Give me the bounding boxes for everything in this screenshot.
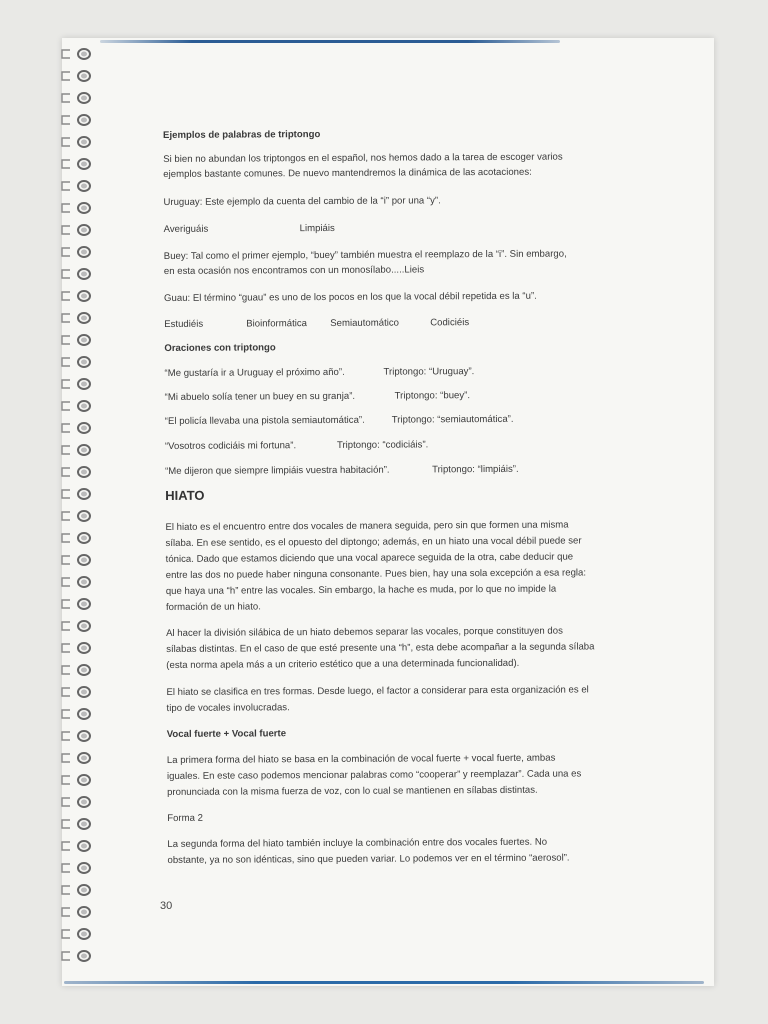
spiral-ring: [62, 379, 90, 389]
forma2-p-line-2: obstante, ya no son idénticas, sino que pueden variar. Lo podemos ver en el término “aerosol”.: [167, 852, 570, 866]
vf-p-line-3: pronunciada con la misma fuerza de voz, con lo cual se mantienen en sílabas distintas.: [167, 784, 538, 798]
spiral-ring: [62, 797, 90, 807]
buey-example-line-1: Buey: Tal como el primer ejemplo, “buey” también muestra el reemplazo de la “i”. Sin embargo,: [163, 248, 567, 262]
spiral-ring: [62, 819, 90, 829]
hiato-p1-line-6: formación de un hiato.: [165, 601, 261, 613]
forma-2-heading: Forma 2: [167, 812, 203, 824]
page-number: 30: [160, 900, 173, 912]
spiral-ring: [62, 555, 90, 565]
intro-line-1: Si bien no abundan los triptongos en el español, nos hemos dado a la tarea de escoger varios: [163, 151, 563, 165]
word-semiautomatico: Semiautomático: [330, 317, 400, 329]
sentence-1: “Me gustaría ir a Uruguay el próximo año”.: [164, 366, 345, 379]
spiral-ring: [62, 291, 90, 301]
spiral-ring: [62, 577, 90, 587]
spiral-ring: [62, 115, 90, 125]
hiato-p1-line-3: tónica. Dado que estamos diciendo que una vocal aparece seguida de la otra, cabe deducir que: [165, 551, 574, 565]
sentence-1-label: Triptongo: “Uruguay”.: [383, 366, 475, 378]
spiral-binding: [56, 42, 96, 982]
sentence-4-label: Triptongo: “codiciáis”.: [336, 439, 429, 451]
spiral-ring: [62, 269, 90, 279]
spiral-ring: [62, 599, 90, 609]
spiral-ring: [62, 445, 90, 455]
sentence-4: “Vosotros codiciáis mi fortuna”.: [164, 440, 297, 452]
spiral-ring: [62, 687, 90, 697]
spiral-ring: [62, 159, 90, 169]
hiato-p1-line-2: sílaba. En ese sentido, es el opuesto del diptongo; además, en un hiato una vocal débil puede ser: [165, 535, 582, 549]
spiral-ring: [62, 511, 90, 521]
hiato-p2-line-3: (esta norma apela más a un criterio estético que a una determinada funcionalidad).: [166, 657, 520, 671]
spiral-ring: [62, 71, 90, 81]
hiato-p3-line-2: tipo de vocales involucradas.: [166, 702, 290, 714]
hiato-p1-line-1: El hiato es el encuentro entre dos vocales de manera seguida, pero sin que formen una misma: [165, 519, 569, 533]
vocal-fuerte-heading: Vocal fuerte + Vocal fuerte: [166, 728, 287, 740]
triptongo-examples-heading: Ejemplos de palabras de triptongo: [163, 129, 321, 141]
vf-p-line-1: La primera forma del hiato se basa en la combinación de vocal fuerte + vocal fuerte, ambas: [166, 752, 556, 766]
spiral-ring: [62, 335, 90, 345]
spiral-ring: [62, 203, 90, 213]
sentence-3: “El policía llevaba una pistola semiautomática”.: [164, 414, 365, 427]
sentence-5: “Me dijeron que siempre limpiáis vuestra habitación”.: [165, 464, 390, 477]
hiato-p1-line-5: que haya una “h” entre las vocales. Sin embargo, la hache es muda, por lo que no impide la: [165, 583, 557, 597]
spiral-ring: [62, 181, 90, 191]
spiral-ring: [62, 907, 90, 917]
spiral-ring: [62, 247, 90, 257]
guau-example: Guau: El término “guau” es uno de los pocos en los que la vocal débil repetida es la “u”.: [164, 290, 537, 304]
spiral-ring: [62, 885, 90, 895]
spiral-ring: [62, 665, 90, 675]
hiato-p2-line-1: Al hacer la división silábica de un hiato debemos separar las vocales, porque constituyen dos: [166, 625, 563, 639]
forma2-p-line-1: La segunda forma del hiato también incluye la combinación entre dos vocales fuertes. No: [167, 836, 548, 850]
spiral-ring: [62, 93, 90, 103]
spiral-ring: [62, 951, 90, 961]
spiral-ring: [62, 225, 90, 235]
sentence-2-label: Triptongo: “buey”.: [394, 390, 471, 402]
hiato-p1-line-4: entre las dos no puede haber ninguna consonante. Pues bien, hay una sola excepción a esa regla:: [165, 567, 587, 581]
word-codicieis: Codiciéis: [430, 317, 470, 329]
word-averiguais: Averiguáis: [163, 223, 209, 235]
sentence-2: “Mi abuelo solía tener un buey en su granja”.: [164, 390, 356, 403]
hiato-p2-line-2: sílabas distintas. En el caso de que esté presente una “h”, esta debe acompañar a la segunda sílaba: [166, 641, 595, 655]
hiato-p3-line-1: El hiato se clasifica en tres formas. Desde luego, el factor a considerar para esta organización es el: [166, 684, 589, 698]
sentence-5-label: Triptongo: “limpiáis”.: [432, 463, 519, 476]
vf-p-line-2: iguales. En este caso podemos mencionar palabras como “cooperar” y reemplazar”. Cada una es: [166, 768, 582, 782]
word-limpiais: Limpiáis: [299, 222, 335, 235]
spiral-ring: [62, 423, 90, 433]
spiral-ring: [62, 775, 90, 785]
top-blue-rule: [100, 40, 560, 43]
bottom-blue-rule: [64, 981, 704, 984]
spiral-ring: [62, 401, 90, 411]
spiral-ring: [62, 621, 90, 631]
spiral-ring: [62, 841, 90, 851]
spiral-ring: [62, 489, 90, 499]
spiral-ring: [62, 731, 90, 741]
spiral-ring: [62, 313, 90, 323]
spiral-ring: [62, 49, 90, 59]
word-bioinformatica: Bioinformática: [246, 318, 308, 330]
spiral-ring: [62, 357, 90, 367]
uruguay-example: Uruguay: Este ejemplo da cuenta del cambio de la “i” por una “y”.: [163, 195, 441, 208]
spiral-ring: [62, 929, 90, 939]
oraciones-heading: Oraciones con triptongo: [164, 342, 276, 354]
buey-example-line-2: en esta ocasión nos encontramos con un monosílabo.....Lieis: [163, 264, 425, 277]
spiral-ring: [62, 643, 90, 653]
hiato-heading: HIATO: [165, 487, 205, 503]
spiral-ring: [62, 863, 90, 873]
spiral-ring: [62, 533, 90, 543]
sentence-3-label: Triptongo: “semiautomática”.: [391, 413, 514, 426]
word-estudieis: Estudiéis: [164, 318, 204, 330]
spiral-ring: [62, 137, 90, 147]
spiral-ring: [62, 753, 90, 763]
spiral-ring: [62, 467, 90, 477]
spiral-ring: [62, 709, 90, 719]
intro-line-2: ejemplos bastante comunes. De nuevo mantendremos la dinámica de las acotaciones:: [163, 166, 532, 180]
